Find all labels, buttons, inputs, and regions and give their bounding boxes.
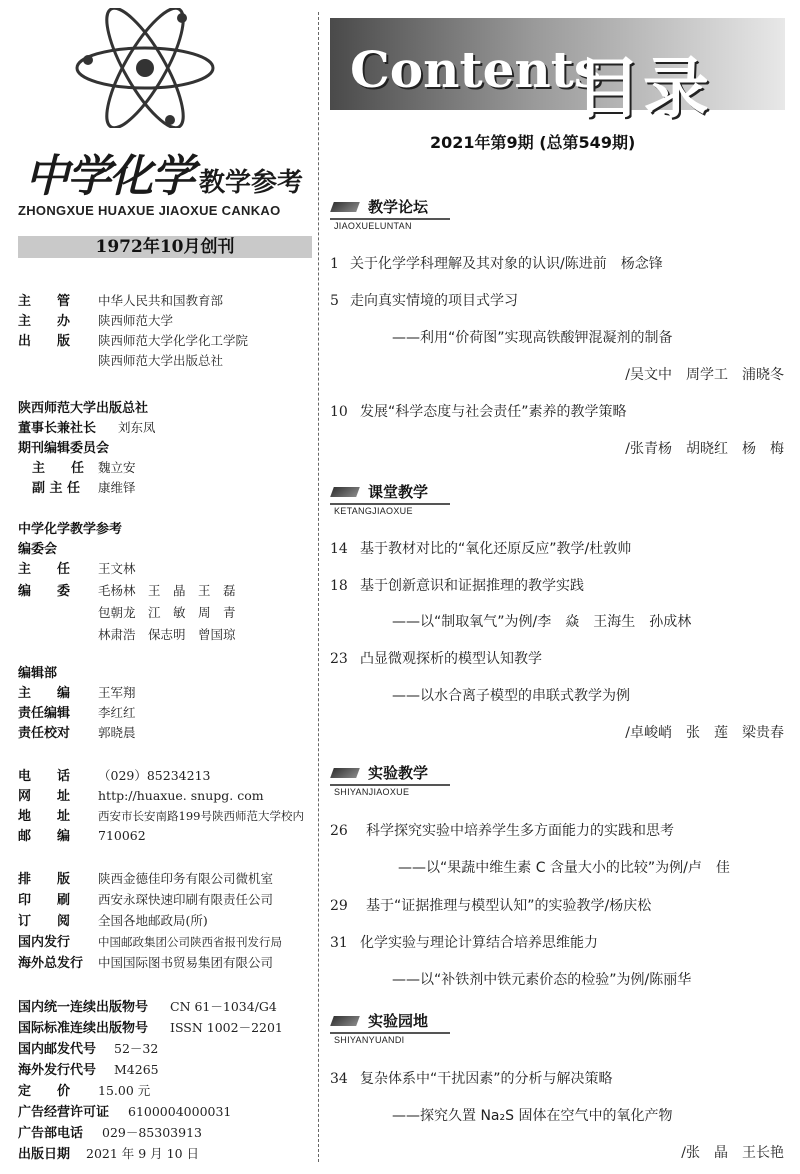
- column-divider: [318, 12, 319, 1162]
- toc-entry[interactable]: 10 发展“科学态度与社会责任”素养的教学策略: [330, 404, 627, 420]
- toc-entry[interactable]: 34 复杂体系中“干扰因素”的分析与解决策略: [330, 1071, 613, 1087]
- toc-entry[interactable]: 23 凸显微观探析的模型认知教学: [330, 651, 542, 667]
- info-row: 广告部电话 029－85303913: [18, 1125, 202, 1141]
- info-row: 海外发行代号 M4265: [18, 1062, 159, 1078]
- toc-entry[interactable]: 18 基于创新意识和证据推理的教学实践: [330, 578, 584, 594]
- journal-logo: [25, 140, 325, 200]
- section-marker-icon: [330, 487, 360, 497]
- journal-pinyin: ZHONGXUE HUAXUE JIAOXUE CANKAO: [18, 203, 281, 218]
- toc-subtitle: ——以“果蔬中维生素 C 含量大小的比较”为例/卢 佳: [398, 860, 730, 876]
- info-row: 主 办 陕西师范大学: [18, 313, 174, 329]
- info-row: 副 主 任 康维铎: [32, 480, 136, 496]
- info-row: 电 话 （029）85234213: [18, 768, 211, 784]
- toc-author: /卓峻峭 张 莲 梁贵春: [625, 725, 784, 741]
- banner-title-zh: 目录: [575, 50, 711, 127]
- info-row: 地 址 西安市长安南路199号陕西师范大学校内: [18, 809, 304, 824]
- info-row: 出 版 陕西师范大学化学化工学院: [18, 333, 249, 349]
- founded-banner: 1972年10月创刊: [18, 236, 312, 258]
- info-row: 国内邮发代号 52－32: [18, 1041, 159, 1057]
- board-heading: 中学化学教学参考: [18, 522, 123, 537]
- board-sub: 编委会: [18, 542, 58, 557]
- atom-logo-icon: [70, 8, 220, 128]
- info-row: 排 版 陕西金德佳印务有限公司微机室: [18, 871, 274, 887]
- section-header: 实验教学 SHIYANJIAOXUE: [330, 762, 450, 802]
- info-row: 广告经营许可证 6100004000031: [18, 1104, 232, 1120]
- info-row: 定 价 15.00 元: [18, 1083, 151, 1099]
- info-row: 编 委 毛杨林 王 晶 王 磊: [18, 583, 236, 599]
- info-row: 印 刷 西安永琛快速印刷有限责任公司: [18, 892, 274, 908]
- info-row: 主 管 中华人民共和国教育部: [18, 293, 224, 309]
- banner-title-en: Contents: [350, 40, 603, 99]
- info-row: 林肃浩 保志明 曾国琼: [98, 627, 236, 642]
- info-row: 邮 编 710062: [18, 828, 146, 844]
- toc-author: /张青杨 胡晓红 杨 梅: [625, 441, 784, 457]
- toc-entry[interactable]: 26 科学探究实验中培养学生多方面能力的实践和思考: [330, 823, 674, 839]
- dept-heading: 编辑部: [18, 666, 58, 681]
- info-row: 国际标准连续出版物号 ISSN 1002－2201: [18, 1020, 283, 1036]
- info-row: 陕西师范大学出版总社: [98, 353, 224, 368]
- info-row: 国内统一连续出版物号 CN 61－1034/G4: [18, 999, 277, 1015]
- toc-entry[interactable]: 31 化学实验与理论计算结合培养思维能力: [330, 935, 598, 951]
- toc-entry[interactable]: 5 走向真实情境的项目式学习: [330, 293, 518, 309]
- info-row: 海外总发行 中国国际图书贸易集团有限公司: [18, 955, 274, 971]
- toc-subtitle: ——探究久置 Na₂S 固体在空气中的氧化产物: [392, 1108, 673, 1124]
- info-row: 主 任 魏立安: [32, 460, 136, 476]
- toc-author: /张 晶 王长艳: [681, 1145, 784, 1161]
- toc-subtitle: ——以“制取氧气”为例/李 焱 王海生 孙成林: [392, 614, 692, 630]
- section-header: 课堂教学 KETANGJIAOXUE: [330, 481, 450, 521]
- info-row: 主 任 王文林: [18, 561, 136, 577]
- toc-subtitle: ——以水合离子模型的串联式教学为例: [392, 688, 630, 704]
- toc-subtitle: ——利用“价荷图”实现高铁酸钾混凝剂的制备: [392, 330, 673, 346]
- toc-entry[interactable]: 29 基于“证据推理与模型认知”的实验教学/杨庆松: [330, 898, 652, 914]
- info-row: 主 编 王军翔: [18, 685, 136, 701]
- info-row: 期刊编辑委员会: [18, 441, 110, 456]
- section-marker-icon: [330, 1016, 360, 1026]
- section-header: 教学论坛 JIAOXUELUNTAN: [330, 196, 450, 236]
- info-row: 网 址 http://huaxue. snupg. com: [18, 788, 264, 804]
- info-row: 订 阅 全国各地邮政局(所): [18, 913, 208, 929]
- logo-calligraphy: 中学化学: [25, 151, 193, 202]
- section-marker-icon: [330, 202, 360, 212]
- info-row: 责任校对 郭晓晨: [18, 725, 136, 741]
- info-row: 董事长兼社长 刘东凤: [18, 420, 156, 436]
- issue-number: 2021年第9期 (总第549期): [430, 133, 636, 152]
- toc-entry[interactable]: 1 关于化学学科理解及其对象的认识/陈进前 杨念锋: [330, 256, 663, 272]
- info-row: 责任编辑 李红红: [18, 705, 136, 721]
- toc-subtitle: ——以“补铁剂中铁元素价态的检验”为例/陈丽华: [392, 972, 692, 988]
- toc-entry[interactable]: 14 基于教材对比的“氧化还原反应”教学/杜敦帅: [330, 541, 632, 557]
- info-row: 国内发行 中国邮政集团公司陕西省报刊发行局: [18, 935, 282, 950]
- info-row: 出版日期 2021 年 9 月 10 日: [18, 1146, 200, 1162]
- press-heading: 陕西师范大学出版总社: [18, 401, 149, 416]
- info-row: 包朝龙 江 敏 周 青: [98, 605, 236, 620]
- logo-subtitle: 教学参考: [199, 168, 304, 198]
- section-header: 实验园地 SHIYANYUANDI: [330, 1010, 450, 1050]
- section-marker-icon: [330, 768, 360, 778]
- toc-author: /吴文中 周学工 浦晓冬: [625, 367, 784, 383]
